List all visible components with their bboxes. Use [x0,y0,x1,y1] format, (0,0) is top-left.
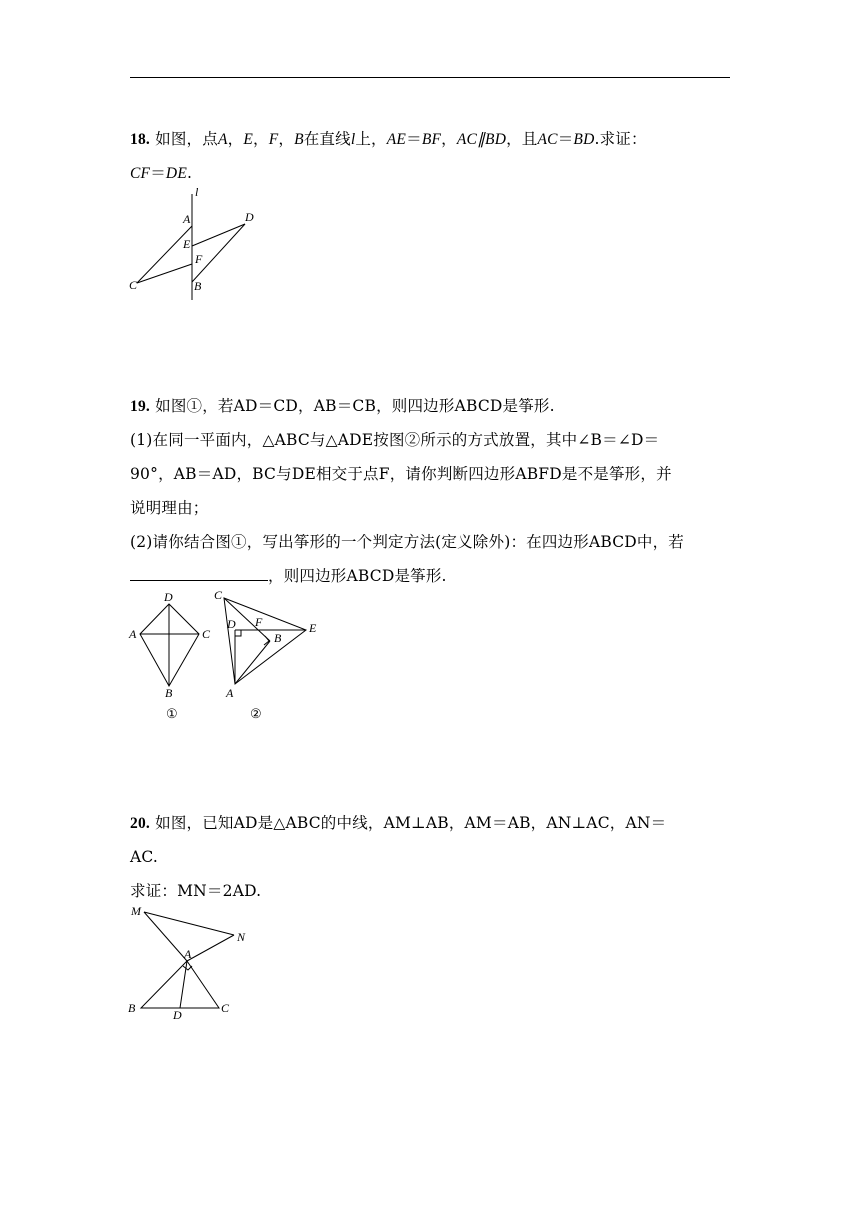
label-b: B [274,631,282,645]
label-m: M [131,904,141,918]
q20-line1: 20. 如图，已知AD是△ABC的中线，AM⊥AB，AM＝AB，AN⊥AC，AN＝ [130,814,667,832]
label-c: C [214,588,223,602]
q18-line2: CF＝DE. [130,164,193,182]
segment-ab [235,641,270,684]
label-c: C [221,1001,230,1015]
label-d: D [227,617,236,631]
label-n: N [237,930,246,944]
label-f: F [255,615,263,629]
q20-figure [125,904,255,1022]
caption-2: ② [250,706,262,721]
q19-part1-line1: (1)在同一平面内，△ABC与△ADE按图②所示的方式放置，其中∠B＝∠D＝ [130,431,660,449]
label-d: D [245,210,254,224]
q18-figure [125,186,265,304]
triangle-abc [141,961,219,1008]
q19-part1-line2: 90°，AB＝AD，BC与DE相交于点F，请你判断四边形ABFD是不是筝形，并 [130,465,672,483]
q19-intro: 19. 如图①，若AD＝CD，AB＝CB，则四边形ABCD是筝形. [130,397,555,415]
q20-number: 20. [130,815,150,832]
q19-part2-line2: ，则四边形ABCD是筝形. [130,559,730,593]
label-a: A [129,627,137,641]
segment-cf [137,264,192,283]
q18-line1: 18. 如图，点A，E，F，B在直线l上，AE＝BF，AC∥BD，且AC＝BD.求证： [130,130,647,148]
header-rule [130,77,730,78]
triangle-ace [224,598,306,684]
segment-ed [192,224,245,246]
label-b: B [165,686,173,700]
label-d: D [164,590,173,604]
label-e: E [309,621,317,635]
q19-part2-line1: (2)请你结合图①，写出筝形的一个判定方法(定义除外)：在四边形ABCD中，若 [130,533,685,551]
segment-ma [144,912,187,961]
caption-1: ① [166,706,178,721]
label-d: D [173,1008,182,1022]
label-a: A [226,686,234,700]
right-angle-d [235,630,241,636]
label-c: C [202,627,211,641]
segment-na [187,935,234,961]
segment-ca [137,226,192,283]
q20-line2: AC. [130,848,159,866]
label-a: A [183,212,191,226]
label-a: A [184,947,192,961]
segment-mn [144,912,234,935]
q19-part1-line3: 说明理由； [130,499,209,517]
label-b: B [194,279,202,293]
q18-number: 18. [130,131,150,148]
q19-number: 19. [130,398,150,415]
q19-figure-1 [125,590,220,722]
answer-blank[interactable] [130,562,268,581]
label-b: B [128,1001,136,1015]
label-c: C [129,278,138,292]
label-l: l [195,185,199,199]
label-e: E [183,237,191,251]
q20-line3: 求证：MN＝2AD. [130,882,262,900]
q19-figure-2 [214,588,332,722]
label-f: F [195,252,203,266]
